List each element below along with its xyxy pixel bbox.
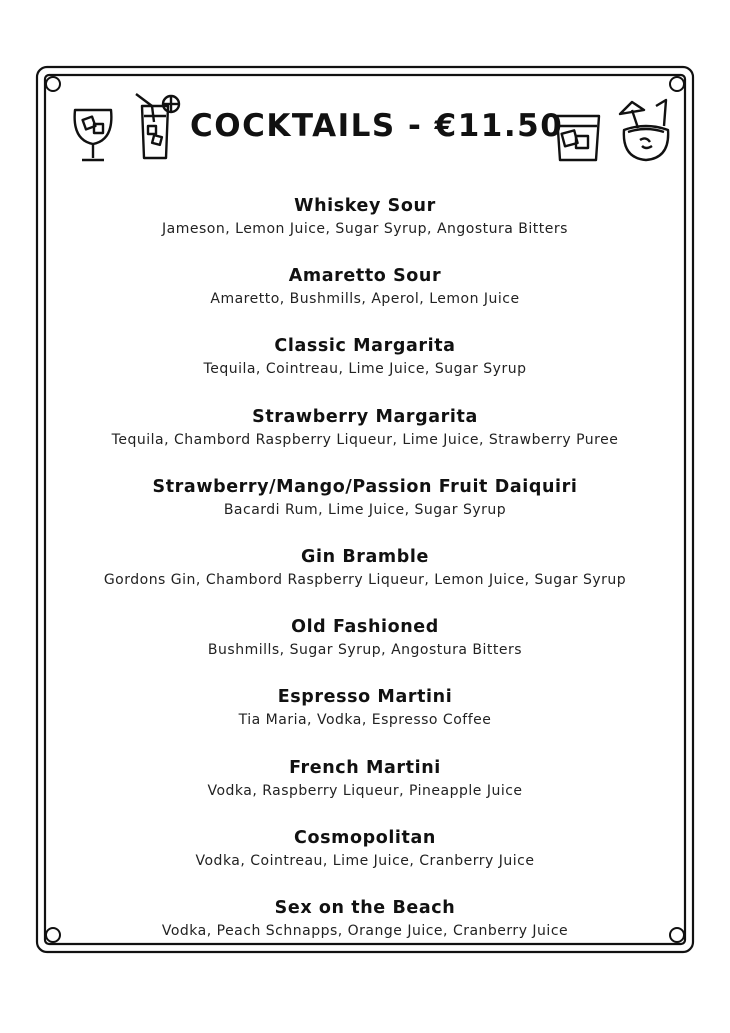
- cocktail-ingredients: Jameson, Lemon Juice, Sugar Syrup, Angostura Bitters: [162, 221, 568, 237]
- cocktail-ingredients: Amaretto, Bushmills, Aperol, Lemon Juice: [210, 291, 520, 308]
- menu-item: [40, 896, 690, 966]
- cocktail-ingredients: Vodka, Peach Schnapps, Orange Juice, Cranberry Juice: [161, 922, 569, 939]
- menu-item: [40, 615, 690, 685]
- cocktail-name: French Martini: [289, 757, 441, 778]
- cocktail-name: Classic Margarita: [274, 336, 456, 357]
- menu-item: [40, 756, 690, 826]
- page-title: COCKTAILS - €11.50: [190, 108, 564, 144]
- cocktail-ingredients: Gordons Gin, Chambord Raspberry Liqueur, Lemon Juice, Sugar Syrup: [103, 571, 627, 588]
- menu-item: [40, 826, 690, 896]
- cocktail-name: Amaretto Sour: [288, 266, 442, 287]
- cocktail-name: Gin Bramble: [301, 546, 429, 567]
- menu-item: [40, 685, 690, 755]
- cocktail-name: Old Fashioned: [291, 617, 439, 638]
- menu-item: [40, 475, 690, 545]
- menu-item: [40, 194, 690, 264]
- menu-item: [40, 334, 690, 404]
- gin-glass-icon: [70, 104, 116, 166]
- cocktail-ingredients: Tequila, Chambord Raspberry Liqueur, Lime Juice, Strawberry Puree: [111, 431, 619, 448]
- cocktail-ingredients: Vodka, Cointreau, Lime Juice, Cranberry Juice: [195, 852, 535, 869]
- cocktail-name: Whiskey Sour: [294, 196, 436, 216]
- cocktail-ingredients: Vodka, Raspberry Liqueur, Pineapple Juice: [207, 782, 523, 799]
- cocktail-ingredients: Tia Maria, Vodka, Espresso Coffee: [238, 712, 492, 729]
- menu-item: [40, 405, 690, 475]
- highball-glass-icon: [132, 92, 184, 162]
- cocktail-ingredients: Tequila, Cointreau, Lime Juice, Sugar Syrup: [203, 361, 527, 378]
- cocktail-name: Espresso Martini: [277, 687, 453, 708]
- menu-item: [40, 545, 690, 615]
- cocktail-ingredients: Bushmills, Sugar Syrup, Angostura Bitters: [207, 642, 523, 659]
- cocktail-ingredients: Bacardi Rum, Lime Juice, Sugar Syrup: [223, 501, 507, 518]
- corner-ornament-top-left: [46, 77, 60, 91]
- cocktail-name: Strawberry Margarita: [252, 406, 478, 427]
- coconut-drink-icon: [618, 98, 674, 164]
- corner-ornament-top-right: [670, 77, 684, 91]
- cocktail-list: [40, 194, 690, 966]
- cocktail-name: Cosmopolitan: [294, 827, 436, 848]
- cocktail-name: Strawberry/Mango/Passion Fruit Daiquiri: [152, 476, 578, 497]
- menu-item: [40, 264, 690, 334]
- cocktail-name: Sex on the Beach: [274, 897, 456, 918]
